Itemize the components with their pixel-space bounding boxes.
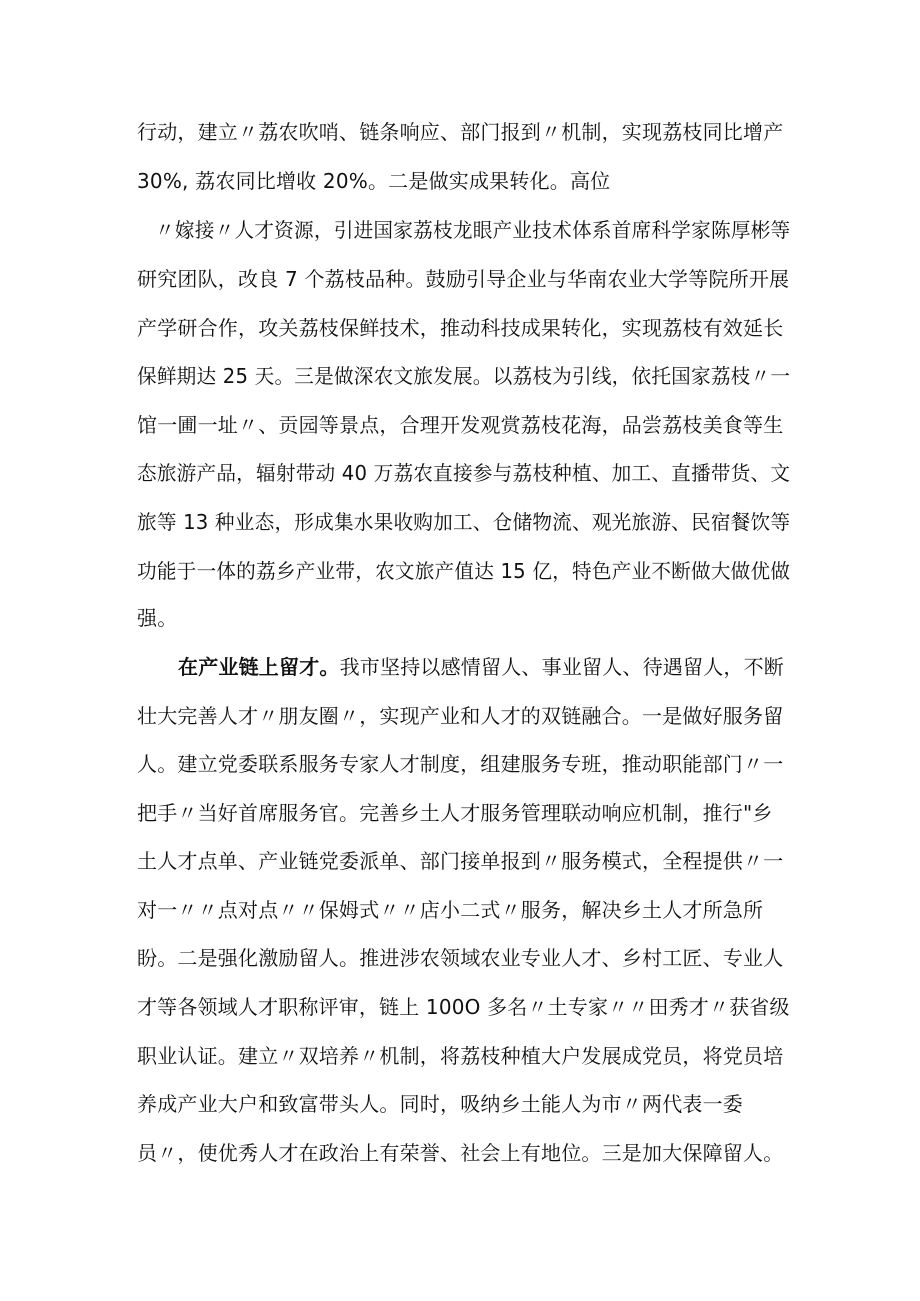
text-line-8: 态旅游产品，辐射带动 40 万荔农直接参与荔枝种植、加工、直播带货、文 bbox=[137, 461, 791, 485]
text-line-22: 员〃，使优秀人才在政治上有荣誉、社会上有地位。三是加大保障留人。 bbox=[137, 1141, 784, 1165]
text-line-20: 职业认证。建立〃双培养〃机制，将荔枝种植大户发展成党员，将党员培 bbox=[137, 1044, 784, 1068]
text-line-11: 强。 bbox=[137, 606, 178, 630]
text-line-2: 30%, 荔农同比增收 20%。二是做实成果转化。高位 bbox=[137, 169, 611, 193]
text-line-6: 保鲜期达 25 天。三是做深农文旅发展。以荔枝为引线，依托国家荔枝〃一 bbox=[137, 364, 791, 388]
text-line-7: 馆一圃一址〃、贡园等景点，合理开发观赏荔枝花海，品尝荔枝美食等生 bbox=[137, 413, 784, 437]
text-line-16: 土人才点单、产业链党委派单、部门接单报到〃服务模式，全程提供〃一 bbox=[137, 849, 784, 873]
text-line-3: 〃嫁接〃人才资源，引进国家荔枝龙眼产业技术体系首席科学家陈厚彬等 bbox=[155, 218, 791, 242]
text-line-10: 功能于一体的荔乡产业带，农文旅产值达 15 亿，特色产业不断做大做优做 bbox=[137, 559, 791, 583]
text-line-1: 行动，建立〃荔农吹哨、链条响应、部门报到〃机制，实现荔枝同比增产 bbox=[137, 120, 784, 144]
paragraph-2-first-text: 我市坚持以感情留人、事业留人、待遇留人，不断 bbox=[339, 655, 785, 679]
text-line-15: 把手〃当好首席服务官。完善乡土人才服务管理联动响应机制，推行"乡 bbox=[137, 801, 773, 825]
text-line-21: 养成产业大户和致富带头人。同时，吸纳乡土能人为市〃两代表一委 bbox=[137, 1092, 743, 1116]
text-line-19: 才等各领域人才职称评审，链上 100O 多名〃土专家〃〃田秀才〃获省级 bbox=[137, 995, 790, 1019]
text-line-17: 对一〃〃点对点〃〃保姆式〃〃店小二式〃服务，解决乡土人才所急所 bbox=[137, 898, 764, 922]
text-line-4: 研究团队，改良 7 个荔枝品种。鼓励引导企业与华南农业大学等院所开展 bbox=[137, 267, 790, 291]
text-line-18: 盼。二是强化激励留人。推进涉农领域农业专业人才、乡村工匠、专业人 bbox=[137, 946, 784, 970]
text-line-14: 人。建立党委联系服务专家人才制度，组建服务专班，推动职能部门〃一 bbox=[137, 752, 784, 776]
text-line-13: 壮大完善人才〃朋友圈〃，实现产业和人才的双链融合。一是做好服务留 bbox=[137, 704, 784, 728]
text-line-5: 产学研合作，攻关荔枝保鲜技术，推动科技成果转化，实现荔枝有效延长 bbox=[137, 316, 784, 340]
paragraph-2-first-line bbox=[178, 653, 784, 681]
text-line-9: 旅等 13 种业态，形成集水果收购加工、仓储物流、观光旅游、民宿餐饮等 bbox=[137, 510, 791, 534]
section-heading: 在产业链上留才。 bbox=[178, 655, 340, 679]
